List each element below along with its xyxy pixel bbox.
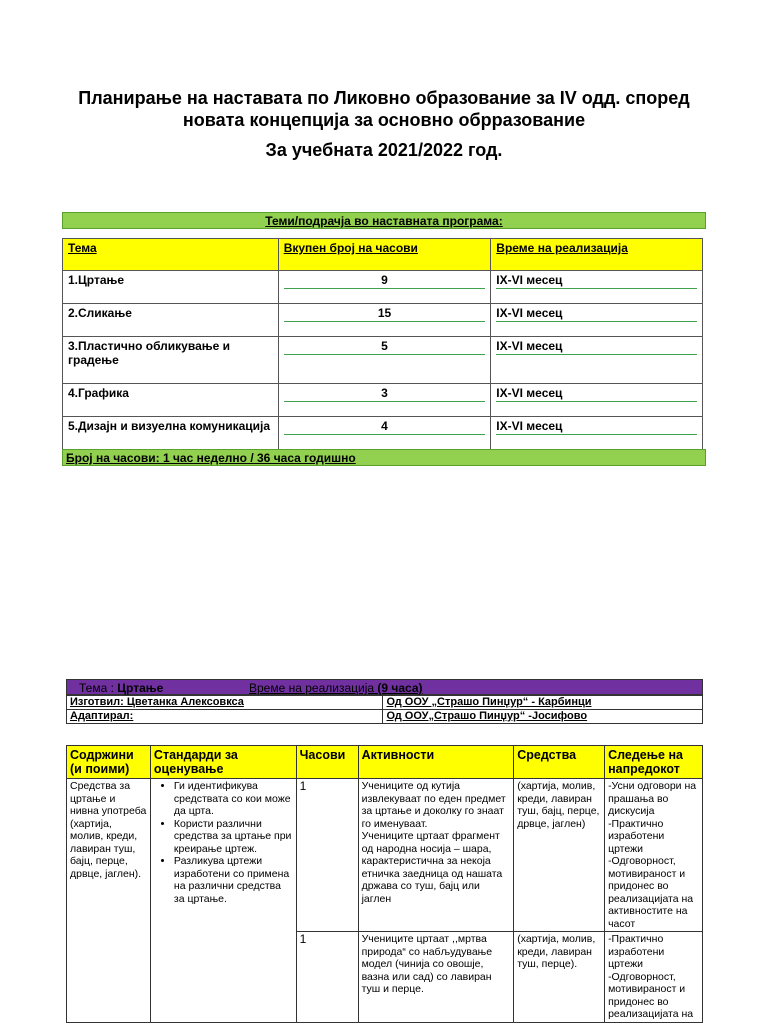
plan-table-header <box>67 746 703 779</box>
contents-cell: Средства за цртање и нивна употреба (хартија, молив, креди, лавиран туш, бајц, перце, дрвце, јаглен). <box>67 779 151 1023</box>
weekly-hours-bar: Број на часови: 1 час неделно / 36 часа годишно <box>62 449 706 466</box>
header-standards: Стандарди за оценување <box>150 746 296 779</box>
school-karbinci: Од ООУ „Страшо Пинџур“ - Карбинци <box>383 696 703 710</box>
lesson-plan-table <box>66 745 703 1023</box>
table-row <box>67 710 703 724</box>
table-row <box>63 384 703 417</box>
time-cell: IX-VI месец <box>496 419 697 435</box>
header-activities: Активности <box>358 746 514 779</box>
header-resources: Средства <box>514 746 605 779</box>
hours-cell: 1 <box>296 932 358 1023</box>
table-row <box>67 779 703 932</box>
hours-cell: 5 <box>284 339 486 355</box>
hours-cell: 3 <box>284 386 486 402</box>
topics-section-bar: Теми/подрачја во наставната програма: <box>62 212 706 229</box>
time-cell: IX-VI месец <box>496 339 697 355</box>
header-tracking: Следење на напредокот <box>605 746 703 779</box>
hours-cell: 15 <box>284 306 486 322</box>
activities-cell: Учениците од кутија извлекуваат по еден предмет за цртање и доколку го знаат го именуваат. Учениците цртаат фрагмент од народна носија – шара, карактеристична за некоја етничка заедница од нашата држава со туш, бајц или јаглен <box>358 779 514 932</box>
document-title-line-1: Планирање на наставата по Ликовно образование за IV одд. според <box>78 88 690 108</box>
time-cell: IX-VI месец <box>496 386 697 402</box>
header-topic: Тема <box>63 239 279 271</box>
made-by: Изготвил: Цветанка Алексовкса <box>67 696 383 710</box>
table-row <box>63 417 703 451</box>
standard-item: • Разликува цртежи изработени со примена на различни средства за цртање. <box>174 855 293 905</box>
resources-cell: (хартија, молив, креди, лавиран туш, бајц, перце, дрвце, јаглен) <box>514 779 605 932</box>
document-title-line-2: новата концепција за основно обрразование <box>182 110 586 130</box>
hours-cell: 4 <box>284 419 486 435</box>
time-cell: IX-VI месец <box>496 273 697 289</box>
table-row <box>63 337 703 384</box>
time-cell: IX-VI месец <box>496 306 697 322</box>
school-year-heading: За учебната 2021/2022 год. <box>265 140 503 160</box>
theme-value: Цртање <box>117 681 164 695</box>
topic-cell: 1.Цртање <box>63 271 279 304</box>
topic-cell: 2.Сликање <box>63 304 279 337</box>
topic-cell: 5.Дизајн и визуелна комуникација <box>63 417 279 451</box>
time-value: (9 часа) <box>377 681 423 695</box>
table-row <box>63 271 703 304</box>
topic-cell: 3.Пластично обликување и градење <box>63 337 279 384</box>
time-label: Време на реализација <box>249 681 378 695</box>
adapted-by: Адаптирал: <box>67 710 383 724</box>
resources-cell: (хартија, молив, креди, лавиран туш, перце). <box>514 932 605 1023</box>
standards-cell <box>150 779 296 1023</box>
header-realization-time: Време на реализација <box>491 239 703 271</box>
topic-cell: 4.Графика <box>63 384 279 417</box>
theme-bar <box>66 679 703 695</box>
activities-cell: Учениците цртаат ,,мртва природа“ со набљудување модел (чинија со овошје, вазна или сад) со лавиран туш и перце. <box>358 932 514 1023</box>
header-hours: Часови <box>296 746 358 779</box>
school-josifovo: Од ООУ„Страшо Пинџур“ -Јосифово <box>383 710 703 724</box>
topics-table-header <box>63 239 703 271</box>
table-row <box>67 696 703 710</box>
table-row <box>63 304 703 337</box>
tracking-cell: -Усни одговори на прашања во дискусија -Практично изработени цртежи -Одговорност, мотивираност и придонес во реализацијата на активностите на часот <box>605 779 703 932</box>
tracking-cell: -Практично изработени цртежи -Одговорност, мотивираност и придонес во реализацијата на <box>605 932 703 1023</box>
theme-label: Тема : <box>79 681 118 695</box>
hours-cell: 9 <box>284 273 486 289</box>
hours-cell: 1 <box>296 779 358 932</box>
standard-item: • Ги идентификува средствата со кои може да црта. <box>174 780 293 818</box>
topics-table <box>62 238 703 451</box>
header-contents: Содржини (и поими) <box>67 746 151 779</box>
author-info-table <box>66 695 703 724</box>
header-total-hours: Вкупен број на часови <box>278 239 491 271</box>
standard-item: • Користи различни средства за цртање при креирање цртеж. <box>174 818 293 856</box>
